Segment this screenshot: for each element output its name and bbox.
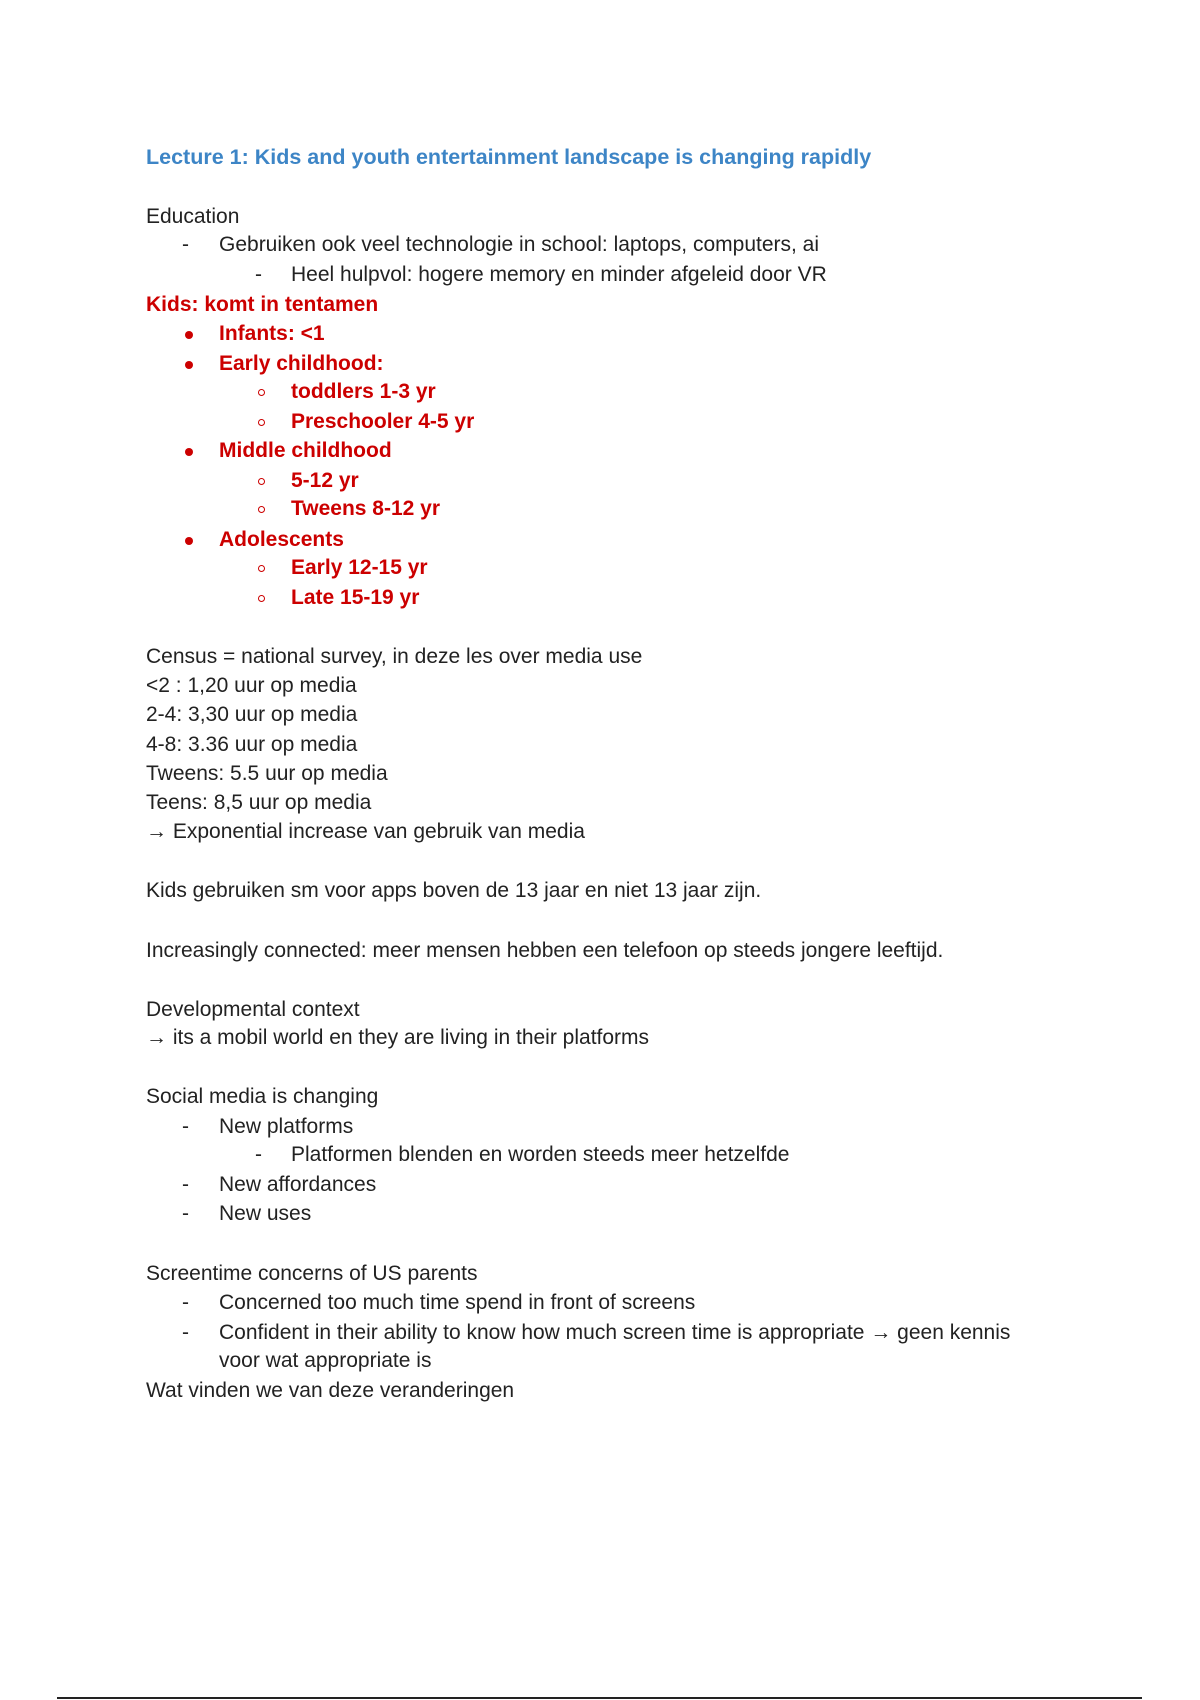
page-bottom-rule xyxy=(57,1697,1142,1699)
developmental-line: → its a mobil world en they are living in their platforms xyxy=(146,1026,650,1049)
bullet-circle xyxy=(258,389,265,396)
census-line: Census = national survey, in deze les over media use xyxy=(146,645,643,668)
dash-bullet: - xyxy=(182,233,189,256)
social-media-subitem: Platformen blenden en worden steeds meer hetzelfde xyxy=(291,1143,790,1166)
dash-bullet: - xyxy=(182,1321,189,1344)
dash-bullet: - xyxy=(255,1143,262,1166)
dash-bullet: - xyxy=(182,1173,189,1196)
connected-paragraph: Increasingly connected: meer mensen hebben een telefoon op steeds jongere leeftijd. xyxy=(146,939,944,962)
kids-apps-paragraph: Kids gebruiken sm voor apps boven de 13 jaar en niet 13 jaar zijn. xyxy=(146,879,762,902)
education-subitem: Heel hulpvol: hogere memory en minder afgeleid door VR xyxy=(291,263,827,286)
screentime-item: Confident in their ability to know how much screen time is appropriate → geen kennis xyxy=(219,1321,1011,1344)
dash-bullet: - xyxy=(182,1291,189,1314)
developmental-heading: Developmental context xyxy=(146,998,360,1021)
census-line: <2 : 1,20 uur op media xyxy=(146,674,357,697)
census-line: 2-4: 3,30 uur op media xyxy=(146,703,358,726)
bullet-circle xyxy=(258,506,265,513)
kids-early-childhood: Early childhood: xyxy=(219,352,384,375)
kids-early-teens: Early 12-15 yr xyxy=(291,556,428,579)
screentime-item: Concerned too much time spend in front of screens xyxy=(219,1291,696,1314)
kids-late-teens: Late 15-19 yr xyxy=(291,586,420,609)
dash-bullet: - xyxy=(182,1202,189,1225)
screentime-closing: Wat vinden we van deze veranderingen xyxy=(146,1379,515,1402)
census-line: Tweens: 5.5 uur op media xyxy=(146,762,388,785)
bullet-dot xyxy=(185,448,193,456)
screentime-item-continuation: voor wat appropriate is xyxy=(219,1349,432,1372)
social-media-item: New affordances xyxy=(219,1173,377,1196)
kids-5-12: 5-12 yr xyxy=(291,469,359,492)
bullet-dot xyxy=(185,331,193,339)
social-media-item: New uses xyxy=(219,1202,312,1225)
social-media-item: New platforms xyxy=(219,1115,354,1138)
bullet-circle xyxy=(258,565,265,572)
bullet-circle xyxy=(258,419,265,426)
census-line: Teens: 8,5 uur op media xyxy=(146,791,372,814)
social-media-heading: Social media is changing xyxy=(146,1085,379,1108)
dash-bullet: - xyxy=(255,263,262,286)
bullet-dot xyxy=(185,361,193,369)
kids-adolescents: Adolescents xyxy=(219,528,344,551)
bullet-circle xyxy=(258,478,265,485)
kids-preschooler: Preschooler 4-5 yr xyxy=(291,410,475,433)
education-item: Gebruiken ook veel technologie in school: laptops, computers, ai xyxy=(219,233,820,256)
kids-middle-childhood: Middle childhood xyxy=(219,439,392,462)
bullet-dot xyxy=(185,537,193,545)
screentime-heading: Screentime concerns of US parents xyxy=(146,1262,478,1285)
kids-heading: Kids: komt in tentamen xyxy=(146,293,379,316)
kids-infants: Infants: <1 xyxy=(219,322,325,345)
census-line: 4-8: 3.36 uur op media xyxy=(146,733,358,756)
education-heading: Education xyxy=(146,205,240,228)
bullet-circle xyxy=(258,595,265,602)
kids-tweens: Tweens 8-12 yr xyxy=(291,497,441,520)
page-title: Lecture 1: Kids and youth entertainment landscape is changing rapidly xyxy=(146,145,872,169)
dash-bullet: - xyxy=(182,1115,189,1138)
census-line: → Exponential increase van gebruik van media xyxy=(146,820,585,843)
kids-toddlers: toddlers 1-3 yr xyxy=(291,380,436,403)
